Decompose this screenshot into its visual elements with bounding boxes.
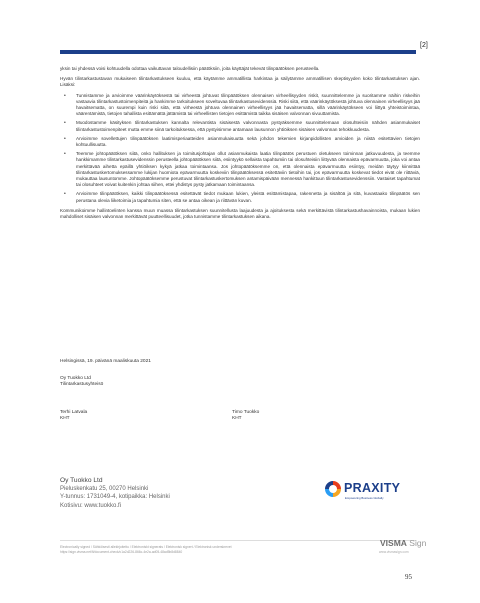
firm-type: Tilintarkastusyhteisö: [60, 382, 104, 388]
list-item: [60, 191, 420, 203]
esign-notice: [60, 545, 232, 555]
signing-date: Helsingissä, 19. päivänä maaliskuuta 2021: [60, 359, 151, 364]
auditor-name: Timo Tuokko: [232, 410, 260, 415]
intro-tail-paragraph: yksin tai yhdessä voisi kohtuudella odottaa vaikuttavan taloudellisiin päätöksiin, joita käyttäjät tekevät tilinpäätöksen perusteella.: [60, 66, 320, 71]
audit-procedures-list: [60, 93, 420, 204]
auditor-signature-1: [60, 410, 87, 423]
auditor-title: KHT: [60, 416, 70, 422]
list-item: [60, 151, 420, 188]
logo-wordmark: PRAXITY: [344, 481, 401, 495]
bullet-icon: •: [64, 151, 66, 158]
contact-company-name: Oy Tuokko Ltd: [60, 477, 103, 484]
bullet-icon: •: [64, 135, 66, 142]
page-number: 95: [405, 573, 412, 581]
esign-statement: Electronically signed / Sähköisesti allekirjoitettu / Elektroniskt signerats / Elektronisk signert / Elektronisk underskrevet: [60, 545, 232, 549]
list-item: [60, 93, 420, 118]
bullet-icon: •: [64, 120, 66, 127]
auditor-signature-2: [232, 410, 259, 423]
contact-address: Pieluskenkatu 25, 00270 Helsinki: [60, 486, 149, 493]
auditor-title: KHT: [232, 416, 242, 422]
page-tag: [2]: [420, 42, 428, 49]
closing-paragraph: Kommunikoimme hallintoelinten kanssa muun muassa tilintarkastuksen suunnitellusta laajuudesta ja ajoituksesta sekä merkittävistä tilintarkastushavainnoista, mukaan lukien mahdolliset sisäisen valvonnan merkittävät puutteellisuudet, jotka tunnistamme tilintarkastuksen aikana.: [60, 207, 420, 220]
report-body: [60, 66, 420, 224]
header-rule: [60, 50, 416, 54]
list-item-text: Arvioimme sovellettujen tilinpäätöksen laatimisperiaatteiden asianmukaisuutta sekä johdon tekemien kirjanpidollisten arvioiden ja niistä esitettävien tietojen kohtuullisuutta.: [76, 135, 420, 148]
esign-verification-link[interactable]: https://sign.visma.net/fi/document-check/c1a2d226-866c-4e2a-ad05-48ad5b8d8840: [60, 550, 183, 554]
contact-website: Kotisivu: www.tuokko.fi: [60, 502, 122, 509]
list-item-text: Arvioimme tilinpäätöksen, kaikki tilinpäätöksessä esitettävät tiedot mukaan lukien, yleistä esittämistapaa, rakennetta ja sisältöä ja sitä, kuvastaako tilinpäätös sen perustana olevia liiketoimia ja tapahtumia siten, että se antaa oikean ja riittävän kuvan.: [76, 191, 420, 203]
lead-paragraph: Hyvän tilintarkastustavan mukaiseen tilintarkastukseen kuuluu, että käytämme ammatillista harkintaa ja säilytämme ammatillisen skeptisyyden koko tilintarkastuksen ajan. Lisäksi:: [60, 76, 420, 88]
list-item: [60, 136, 420, 148]
list-item-text: Tunnistamme ja arvioimme väärinkäytöksestä tai virheestä johtuvat tilinpäätöksen olennaisen virheellisyyden riskit, suunnittelemme ja suoritamme näihin riskeihin vastaavia tilintarkastustoimenpiteitä ja hankimme tarkoitukseen soveltuvaa tilintarkastusevidenssiä. Riski siitä, että väärinkäytöksestä johtuva olennainen virheellisyys jää havaitsematta, on suurempi kuin riski siitä, että virheestä johtuva olennainen virheellisyys jää havaitsematta, sillä väärinkäytökseen voi liittyä yhteistoimintaa, väärentämistä, tietojen tahallista esittämättä jättämistä tai virheellisten tietojen esittämistä taikka sisäisen valvonnan sivuuttamista.: [76, 92, 420, 117]
list-item: [60, 120, 420, 132]
auditor-name: Terhi Latvala: [60, 410, 88, 415]
bullet-icon: •: [64, 191, 66, 198]
list-item-text: Muodostamme käsityksen tilintarkastuksen kannalta relevantista sisäisestä valvonnasta pystyäksemme suunnittelemaan olosuhteisiin nähden asianmukaiset tilintarkastustoimenpiteet mutta emme siinä tarkoituksessa, että pystyisimme antamaan lausunnon yhtiöiksen sisäisen valvonnan tehokkuudesta.: [76, 120, 420, 132]
firm-name: Oy Tuokko Ltd: [60, 376, 91, 381]
footer-divider: [60, 540, 416, 541]
contact-block: [60, 477, 170, 510]
visma-product: Sign: [409, 538, 427, 548]
visma-brand: VISMA: [380, 538, 407, 548]
praxity-logo: [324, 479, 416, 505]
bullet-icon: •: [64, 92, 66, 99]
signing-firm: [60, 376, 103, 389]
visma-sign-logo: [380, 538, 426, 548]
contact-business-id: Y-tunnus: 1731049-4, kotipaikka: Helsinki: [60, 494, 170, 501]
list-item-text: Teemme johtopäätöksen siitä, onko hallituksen ja toimitusjohtajan ollut asianmukaista laatia tilinpäätös perustuen oletukseen toiminnan jatkuvuudesta, ja teemme hankkimamme tilintarkastusevidenssin perusteella johtopäätöksen siitä, esiintyykö sellaista tapahtumiin tai olosuhteisiin liittyvää olennaista epävarmuutta, joka voi antaa merkittävää aihetta epäillä yhtiöiksen kykyä jatkaa toimintaansa. Jos johtopäätöksemme on, että olennaista epävarmuutta esiintyy, meidän täytyy kiinnittää tilintarkastuskertomuksessamme lukijan huomiota epävarmuutta koskeviin tilinpäätöksessä esitettäviin tietoihin tai, jos epävarmuutta koskevat tiedot eivät ole riittäviä, mukauttaa lausuntomme. Johtopäätöksemme perustuvat tilintarkastuskertomuksen antamispäivään mennessä hankittuun tilintarkastusevidenssiin. Vastaiset tapahtumat tai olosuhteet voivat kuitenkin johtaa siihen, ettei yhdistys pysty jatkamaan toimintaansa.: [76, 151, 420, 188]
visma-url[interactable]: www.vismasign.com: [379, 550, 409, 554]
logo-tagline: Empowering Business Globally: [345, 496, 384, 500]
praxity-logo-icon: [324, 480, 342, 498]
